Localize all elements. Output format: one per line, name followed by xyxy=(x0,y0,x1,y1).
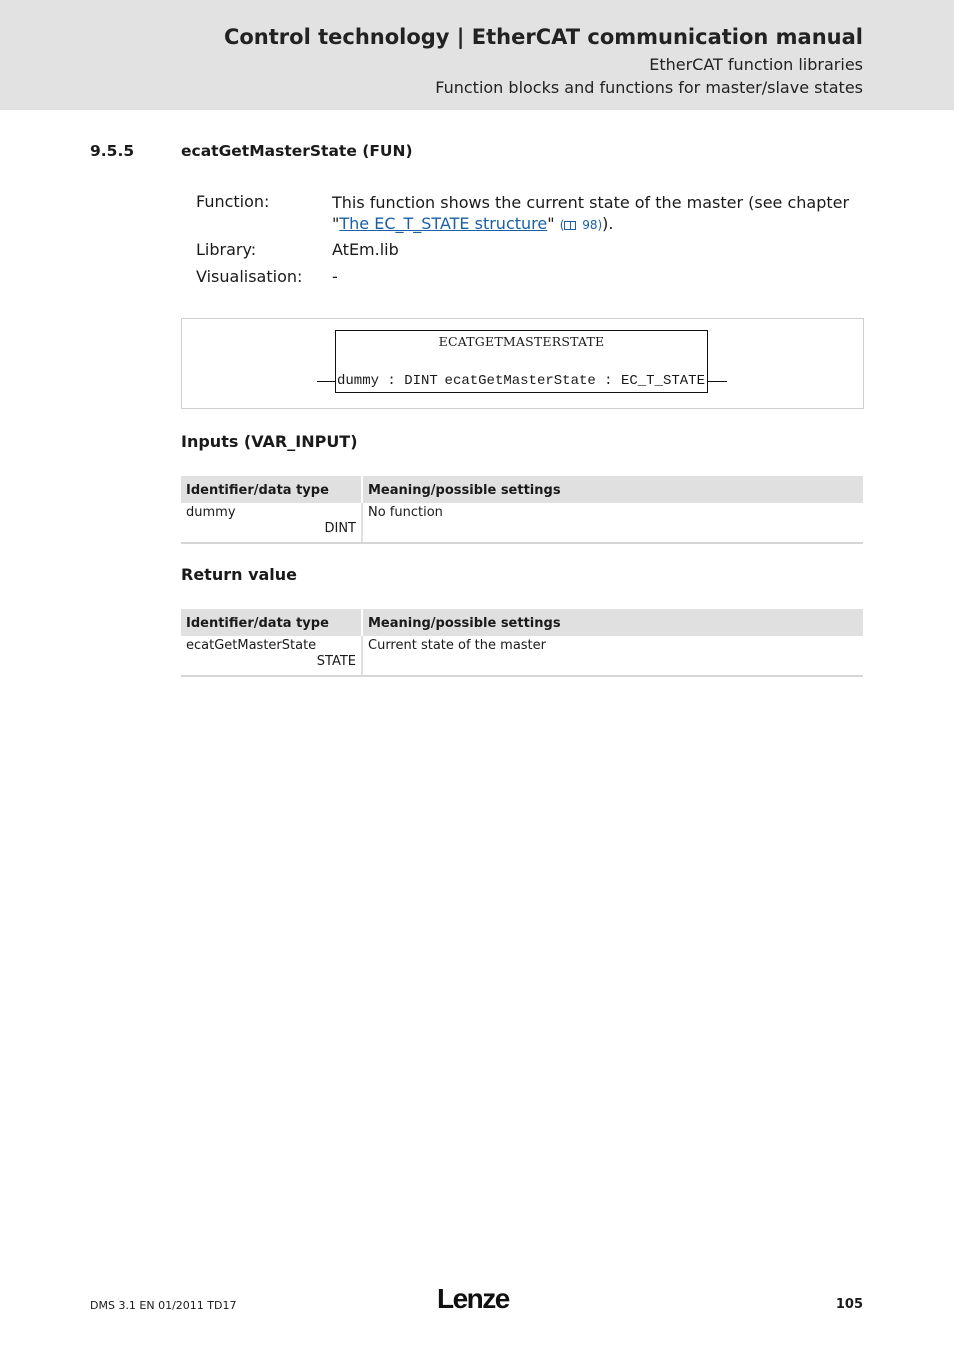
function-block-name: ECATGETMASTERSTATE xyxy=(438,334,605,349)
return-value-table xyxy=(181,609,863,677)
inputs-heading: Inputs (VAR_INPUT) xyxy=(181,432,358,451)
chapter-title: EtherCAT function libraries xyxy=(649,55,863,74)
inputs-table xyxy=(181,476,863,544)
data-type: DINT xyxy=(324,521,356,536)
column-header-meaning: Meaning/possible settings xyxy=(362,476,863,503)
input-pin-line xyxy=(317,381,335,382)
library-label: Library: xyxy=(196,240,257,259)
column-header-identifier: Identifier/data type xyxy=(181,476,362,503)
page-reference[interactable] xyxy=(560,218,602,232)
meaning-cell: No function xyxy=(362,503,863,543)
data-type: STATE xyxy=(316,654,356,669)
book-icon xyxy=(564,221,576,230)
visualisation-value: - xyxy=(332,267,338,286)
function-block xyxy=(335,330,708,393)
function-text-mid: " xyxy=(547,214,560,233)
column-header-identifier: Identifier/data type xyxy=(181,609,362,636)
function-block-output: ecatGetMasterState : EC_T_STATE xyxy=(444,373,705,389)
identifier-cell xyxy=(181,503,362,543)
manual-title: Control technology | EtherCAT communication manual xyxy=(223,25,863,49)
identifier-cell xyxy=(181,636,362,676)
ref-open: ( xyxy=(559,218,565,232)
library-value: AtEm.lib xyxy=(332,240,399,259)
page-number: 105 xyxy=(835,1297,863,1312)
subchapter-title: Function blocks and functions for master/slave states xyxy=(435,78,863,97)
return-value-heading: Return value xyxy=(181,565,298,584)
table-header-row xyxy=(181,476,863,503)
output-pin-line xyxy=(708,381,727,382)
meaning-cell: Current state of the master xyxy=(362,636,863,676)
chapter-link[interactable]: The EC_T_STATE structure xyxy=(339,214,548,233)
table-row xyxy=(181,503,863,543)
function-label: Function: xyxy=(196,192,270,211)
function-text-before: This function shows the current state of the master (see chapter " xyxy=(332,193,850,233)
column-header-meaning: Meaning/possible settings xyxy=(362,609,863,636)
identifier-name: ecatGetMasterState xyxy=(186,638,317,653)
table-row xyxy=(181,636,863,676)
lenze-logo: Lenze xyxy=(437,1283,509,1314)
document-id: DMS 3.1 EN 01/2011 TD17 xyxy=(90,1299,237,1312)
visualisation-label: Visualisation: xyxy=(196,267,303,286)
function-description xyxy=(332,192,872,236)
section-title: ecatGetMasterState (FUN) xyxy=(181,142,413,160)
section-number: 9.5.5 xyxy=(90,142,135,160)
function-block-input: dummy : DINT xyxy=(337,373,438,389)
identifier-name: dummy xyxy=(186,505,236,520)
function-text-after: ). xyxy=(602,214,614,233)
ref-close: ) xyxy=(597,218,603,232)
table-header-row xyxy=(181,609,863,636)
ref-page: 98 xyxy=(582,218,598,232)
